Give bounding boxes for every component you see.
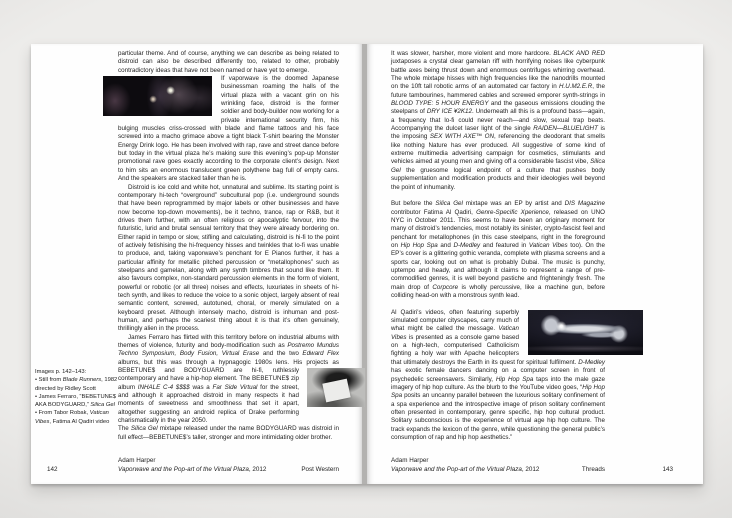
right-page: [367, 44, 703, 484]
work-title: Vaporwave and the Pop-art of the Virtual Plaza, 2012: [391, 465, 540, 473]
page-number: 142: [47, 465, 58, 473]
running-credit: [118, 457, 266, 474]
left-text-column: [118, 50, 339, 442]
body-paragraph: The Silica Gel mixtape released under the name BODYGUARD was distroid in full effect—BEBETUNE$’s taller, stronger and more intimidating older brother.: [118, 425, 339, 441]
body-paragraph-text: BEBETUNE$ and BODYGUARD are hi-fi, ruthlessly contemporary and have a hip-hop element. The BEBETUNE$ zip album INHALE C-4 $$$$ was a Far Side Virtual for the street, and although it approached distroid in many respects it had moments of sweetness and smoothness that set it apart, altogether suggesting an android replica of Drake performing charismatically in the year 2050.: [118, 367, 299, 425]
body-paragraph: [391, 309, 605, 443]
blade-runner-still-figure: [103, 76, 212, 116]
caption-item: • From Tabor Robak, Vatican Vibes, Fatima Al Qadiri video: [35, 410, 110, 425]
body-paragraph-text: If vaporwave is the doomed Japanese businessman roaming the halls of the virtual plaza with a vacant grin on his wrinkling face, distroid is the former soldier and body-builder now working for a private international security firm, his bulging muscles criss-crossed with blade and flame tattoos and his face screwed into a macho grimace above a tight black T-shirt bearing the Monster Energy Drink logo. He has been involved with rap, rave and street dance before but today in the virtual plaza he’s making sure this evening’s pop-up Monster promotional rave goes exactly according to the corporate client’s design. Next to him sits an enormous translucent green polythene bag full of empty cans. And the speakers are stacked taller than he is.: [118, 75, 339, 183]
bebetunes-bodyguard-photo-figure: [307, 368, 365, 407]
author-name: Adam Harper: [118, 457, 156, 464]
margin-image-caption: [35, 368, 123, 426]
body-paragraph: It was slower, harsher, more violent and more hardcore. BLACK AND RED juxtaposes a crystal clear gamelan riff with horrifying noises like cyberpunk battle axes being thrust down and enormous centrifuges whirring overhead. The whole mixtape hisses with high frequencies like the nanodrills mounted on the 10ft tall robotic arms of an automated car factory in H.U.M2.E.R, the future tambourines, hammered cables and screwed emporer synth-strings in BLOOD TYPE: 5 HOUR ENERGY and the gaseous emissions clouding the steelpans of DRY ICE ¥2K12. Underneath all this is a profound bass—again, a frequency that lo-fi could never reach—and slow, sexual trap beats. Accompanying the dulcet laser light of the single RAIDEN—BLUELIGHT is the imposing SEX WITH AXE™ ON, referencing the deodorant that smells like nothing Nature has ever produced. All suggestive of some kind of extreme multimedia advertising campaign for cosmetics, stimulants and vehicles aimed at young men and giving off a considerable fascist vibe, Silica Gel the gruesome logical endpoint of a culture that pushes body supplementation and modification products and their ideologies well beyond the point of inhumanity.: [391, 50, 606, 191]
body-paragraph-text: Al Qadiri’s videos, often featuring superbly simulated computer cityscapes, carry much of what might be called the message. Vatican Vibes is presented as a console game based on a high-tech, computerised Catholicism fighting a holy war with Apache helicopters that ultimately destroys the Earth in its quest for spiritual fulfilment. D-Medley has exotic female dancers dancing on a computer screen in front of psychedelic screensavers. Similarly, Hip Hop Spa taps into the male gaze imagery of hip hop culture. As the blurb to the YouTube video goes, “Hip Hop Spa posits an uncanny parallel between the luxurious solitary confinement of a spa experience and the introspective image of prison solitary confinement often presented in contemporary, genre specific, hip hop cultural product. Solitary subconscious is the experience of virtual age hip hop culture. The track expands the lexicon of the genre, while questioning the general public’s consumption of rap and hip hop aesthetics.”: [391, 308, 606, 441]
right-text-column: [391, 50, 605, 442]
left-page: [31, 44, 362, 484]
caption-item: • Still from Blade Runners, 1982 directed by Ridley Scott: [35, 377, 118, 392]
vatican-vibes-video-still-figure: [528, 310, 643, 355]
caption-item: • James Ferraro, “BEBETUNE$ AKA BODYGUARD,” Silica Gel: [35, 393, 116, 409]
body-paragraph: [118, 334, 339, 426]
body-paragraph: particular theme. And of course, anything we can describe as being related to distroid can also be described differently too, related to other, probably contradictory ideas that have not been named or have yet to emerge.: [118, 50, 339, 74]
running-credit: [391, 457, 539, 474]
section-label: Post Western: [301, 465, 339, 473]
body-paragraph: But before the Silica Gel mixtape was an EP by artist and DIS Magazine contributor Fatima Al Qadiri, Genre-Specific Xperience, released on UNO NYC in October 2011. This seems to have been an originary moment for many of distroid’s tendencies, most notably its sinister, crypto-fascist feel and penchant for metallophones (in this case steelpans, right in the foreground on Hip Hop Spa and D-Medley and featured in Vatican Vibes too). On the EP’s cover is a glittering gothic veranda, complete with plasma screens and a sports car, looking out on what is probably Dubai. The music is punchy, uptempo and heady, and although it claims to represent a range of pre-commodified genres, it is well beyond pastiche and frighteningly fresh. The main drop of Corpcore is wholly percussive, like a machine gun, before colliding head-on with a monstrous synth lead.: [391, 200, 606, 300]
body-paragraph: [118, 75, 339, 183]
body-paragraph-text: James Ferraro has flirted with this territory before on industrial albums with themes of violence, futurity and body-modification such as Postremo Mundus Techno Symposium, Body Fusion, Virtual Erase and the two Edward Flex albums, but this was through a hypnagogic 1980s lens. His projects as: [118, 333, 340, 366]
caption-heading: Images p. 142–143:: [35, 369, 87, 375]
work-title: Vaporwave and the Pop-art of the Virtual Plaza, 2012: [118, 465, 267, 473]
body-paragraph: Distroid is ice cold and white hot, unnatural and sublime. Its starting point is contemporary hi-tech “overground” subcultural pop (i.e. underground sounds that have been reprogrammed by major labels or other businesses and have now become top-down movements), be it techno, trance, rap or R&B, but it drives them further, with an often religious or apocalyptic fervour, into the futuristic, lurid and brutal sensual territory that they were already bordering on. Either rapid in tempo or slow, stifling and calculating, distroid is hi-fi to the point of actively fetishising the hi-frequency hisses and twinkles that lo-fi was unable to produce, and, taking vaporwave’s penchant for E Pianos further, it has a particular affinity for metallic pitched percussion or “metallophones” such as steelpans and gamelan, along with any synth timbres that sound like them. It also favours complex, non-standard percussion elements in the form of violent, powerful or robotic (or all three) noises and effects, luxuriates in sheets of hi-tech synth, and likes to reduce the voice to a sonic object, largely absent of real semantic content, screwed, autotuned, choral, or merely simulated on a keyboard preset. Although intensely macho, distroid is inhuman and post-human, and perhaps the scariest thing about it is that it’s often genuinely, thrillingly alien in the process.: [118, 183, 339, 333]
section-label: Threads: [581, 465, 605, 473]
page-number: 143: [662, 465, 673, 473]
author-name: Adam Harper: [391, 457, 429, 464]
book-spread: [31, 44, 703, 484]
